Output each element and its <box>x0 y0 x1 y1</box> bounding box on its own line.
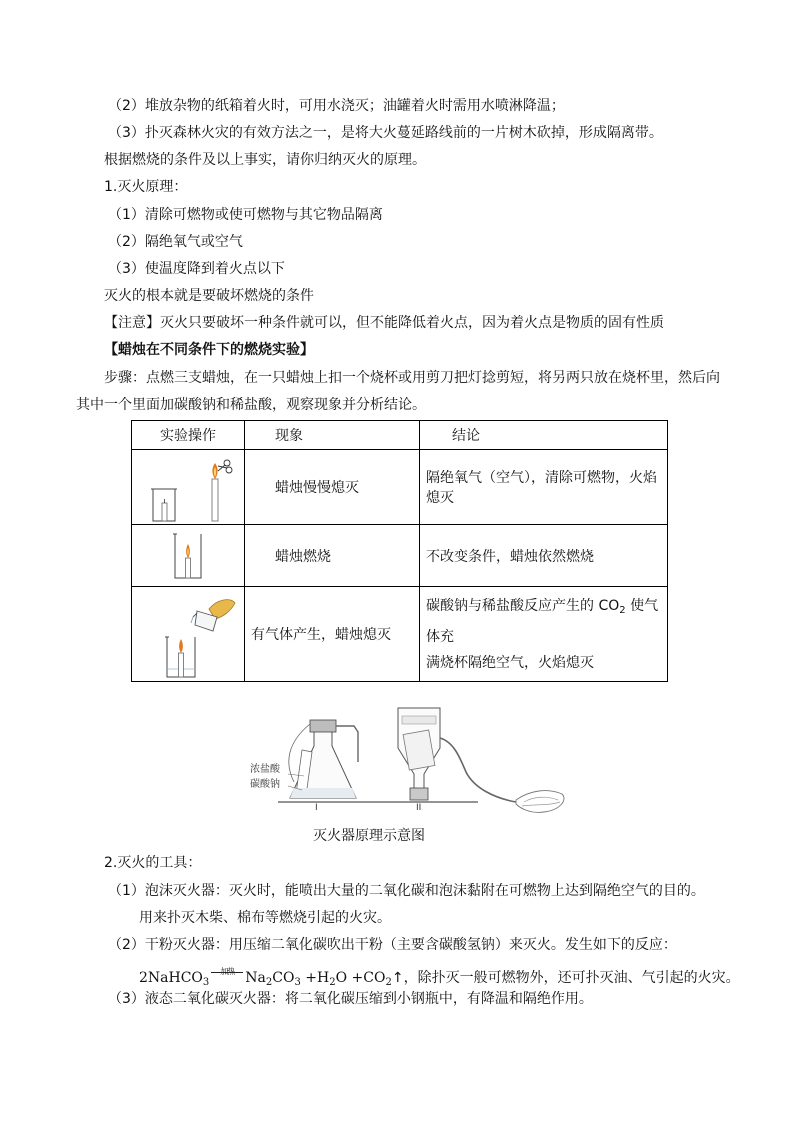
phenomenon-1: 蜡烛慢慢熄灭 <box>245 450 420 525</box>
principle-essence: 灭火的根本就是要破坏燃烧的条件 <box>104 288 314 304</box>
header-operation: 实验操作 <box>132 421 245 450</box>
label-sodium-carbonate: 碳酸钠 <box>250 779 280 790</box>
header-phenomenon: 现象 <box>245 421 420 450</box>
conclusion-2: 不改变条件，蜡烛依然燃烧 <box>420 525 668 587</box>
table-row <box>132 525 668 587</box>
conclusion-3-line-2: 满烧杯隔绝空气，火焰熄灭 <box>426 654 594 671</box>
flask-one <box>289 720 358 798</box>
tools-heading: 2.灭火的工具： <box>104 855 202 871</box>
tools-liquid-co2: （3）液态二氧化碳灭火器：将二氧化碳压缩到小钢瓶中，有降温和隔绝作用。 <box>108 991 593 1007</box>
candle-cover-scissors-icon <box>139 451 237 523</box>
extinguisher-diagram <box>248 702 570 820</box>
label-flask-two: II <box>416 803 422 813</box>
operation-image-cover-and-trim <box>132 450 245 525</box>
conclusion-1: 隔绝氧气（空气），清除可燃物，火焰熄灭 <box>420 450 668 525</box>
table-row <box>132 587 668 682</box>
table-header-row <box>132 421 668 450</box>
experiment-table <box>131 420 668 682</box>
conclusion-3 <box>420 587 668 682</box>
flask-two <box>398 708 516 802</box>
tools-foam-line-1: （1）泡沫灭火器：灭火时，能喷出大量的二氧化碳和泡沫黏附在可燃物上达到隔绝空气的目的。 <box>108 883 705 899</box>
experiment-steps-2: 其中一个里面加碳酸钠和稀盐酸，观察现象并分析结论。 <box>76 397 426 413</box>
label-flask-one: I <box>315 803 318 813</box>
tools-powder-equation: 2NaHCO$_3^{加热}$ $Na_2CO_3 +H_2O$ $+CO_2↑$，除扑灭一般可燃物外，还可扑灭油、气引起的火灾。 <box>139 962 740 993</box>
phenomenon-3: 有气体产生，蜡烛熄灭 <box>245 587 420 682</box>
experiment-title: 【蜡烛在不同条件下的燃烧实验】 <box>104 342 314 358</box>
pour-acid-into-beaker-icon <box>139 589 237 679</box>
reaction-arrow: 加热 <box>209 962 245 988</box>
figure-caption: 灭火器原理示意图 <box>313 828 425 844</box>
tools-powder-line-1: （2）干粉灭火器：用压缩二氧化碳吹出干粉（主要含碳酸氢钠）来灭火。发生如下的反应： <box>108 937 677 953</box>
phenomenon-2: 蜡烛燃烧 <box>245 525 420 587</box>
candle-in-beaker-icon <box>139 528 237 584</box>
operation-image-candle-in-beaker <box>132 525 245 587</box>
principle-heading: 1.灭火原理： <box>104 179 188 195</box>
intro-line-2: （2）堆放杂物的纸箱着火时，可用水浇灭；油罐着火时需用水喷淋降温； <box>108 98 565 114</box>
tools-foam-line-2: 用来扑灭木柴、棉布等燃烧引起的火灾。 <box>139 910 391 926</box>
header-conclusion: 结论 <box>420 421 668 450</box>
conclusion-3-line-1: 碳酸钠与稀盐酸反应产生的 $CO_2$ 使气体充 <box>426 597 659 645</box>
principle-note: 【注意】灭火只要破坏一种条件就可以，但不能降低着火点，因为着火点是物质的固有性质 <box>104 315 664 331</box>
principle-item-1: （1）清除可燃物或使可燃物与其它物品隔离 <box>108 207 383 223</box>
spray-foam <box>516 791 564 813</box>
principle-item-3: （3）使温度降到着火点以下 <box>108 261 285 277</box>
intro-line-3: （3）扑灭森林火灾的有效方法之一，是将大火蔓延路线前的一片树木砍掉，形成隔离带。 <box>108 125 663 141</box>
operation-image-add-acid <box>132 587 245 682</box>
principle-item-2: （2）隔绝氧气或空气 <box>108 234 243 250</box>
intro-summary: 根据燃烧的条件及以上事实，请你归纳灭火的原理。 <box>104 152 426 168</box>
experiment-steps-1: 步骤：点燃三支蜡烛，在一只蜡烛上扣一个烧杯或用剪刀把灯捻剪短，将另两只放在烧杯里，然后向 <box>104 370 720 386</box>
table-row <box>132 450 668 525</box>
label-conc-hcl: 浓盐酸 <box>250 764 280 775</box>
